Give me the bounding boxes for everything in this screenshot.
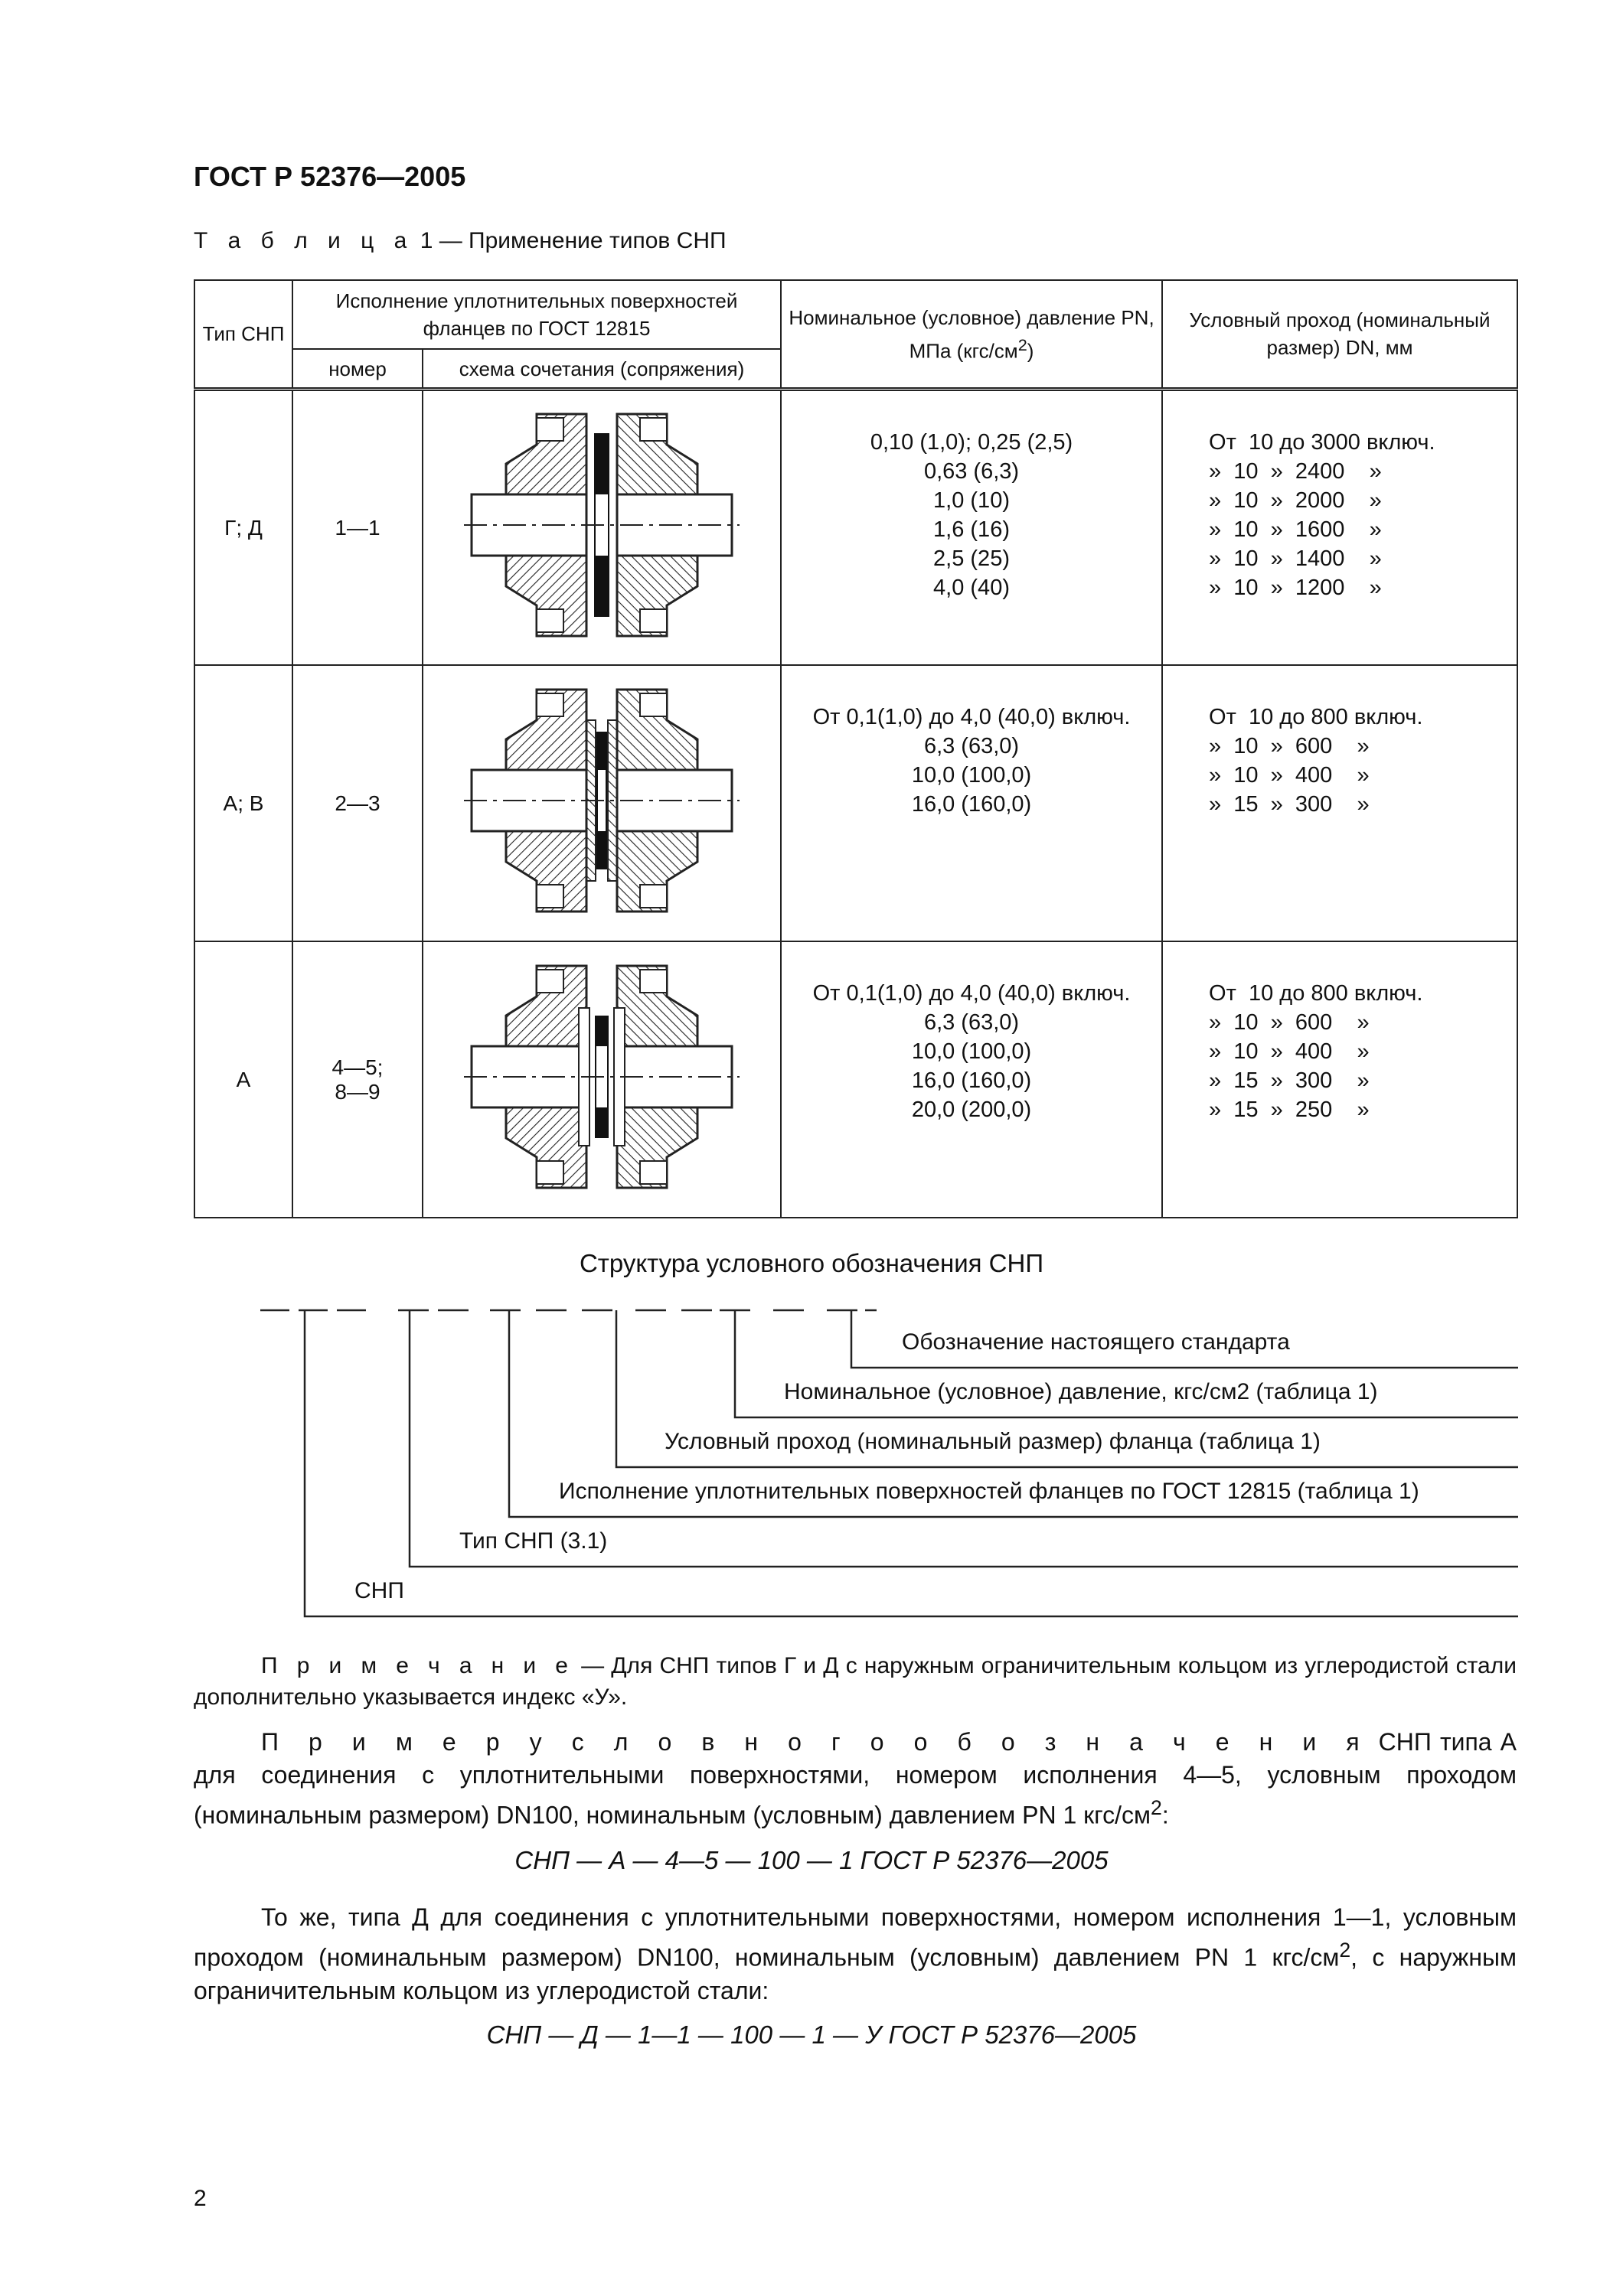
header-number: номер: [292, 349, 423, 389]
note-text: — Для СНП типов Г и Д с наружным ограничительным кольцом из углеродистой стали дополнительно указывается индекс «У».: [194, 1653, 1517, 1710]
pressure-value: От 0,1(1,0) до 4,0 (40,0) включ.: [812, 705, 1131, 730]
pressure-value: 2,5 (25): [933, 546, 1010, 571]
page-number: 2: [194, 2186, 207, 2211]
structure-label-pressure: Номинальное (условное) давление, кгс/см2 (таблица 1): [784, 1379, 1378, 1404]
row-number-line: 4—5;: [331, 1055, 384, 1079]
structure-label-snp: СНП: [354, 1578, 404, 1603]
flange-scheme-3-icon: [423, 941, 781, 1218]
example-formula: СНП — А — 4—5 — 100 — 1 ГОСТ Р 52376—2005: [514, 1846, 1109, 1874]
header-pressure: [781, 280, 1162, 389]
table-row: [194, 941, 1517, 1218]
dn-value: От 10 до 800 включ.: [1209, 981, 1423, 1006]
note-prefix: П р и м е ч а н и е: [261, 1653, 574, 1678]
row-pressures: [781, 665, 1162, 941]
designation-structure-diagram: [0, 1293, 1623, 1630]
structure-title: Структура условного обозначения СНП: [579, 1249, 1044, 1277]
example2-formula: СНП — Д — 1—1 — 100 — 1 — У ГОСТ Р 52376—2005: [486, 2020, 1137, 2049]
example2-end: , с наружным ограничительным кольцом из углеродистой стали:: [194, 1943, 1517, 2004]
pressure-value: 10,0 (100,0): [911, 763, 1032, 788]
pressure-value: 1,0 (10): [933, 488, 1010, 513]
flange-joint-icon: [464, 410, 740, 640]
structure-label-execution: Исполнение уплотнительных поверхностей фланцев по ГОСТ 12815 (таблица 1): [559, 1479, 1419, 1504]
example2-text: То же, типа Д для соединения с уплотнительными поверхностями, номером исполнения 1—1, условным проходом (номинальным размером) DN100, номинальным (условным) давлением PN 1 кгс/см: [194, 1903, 1517, 1971]
table-caption-prefix: Т а б л и ц а: [194, 228, 414, 253]
row-number: [292, 941, 423, 1218]
pressure-value: 1,6 (16): [933, 517, 1010, 542]
table-row: [194, 665, 1517, 941]
example2-sup: 2: [1339, 1939, 1351, 1962]
dn-value: » 10 » 600 »: [1209, 1010, 1370, 1035]
flange-scheme-1-icon: [423, 389, 781, 665]
row-number: 2—3: [292, 665, 423, 941]
example-text: СНП типа А для соединения с уплотнительными поверхностями, номером исполнения 4—5, условным проходом (номинальным размером) DN100, номинальным (условным) давлением PN 1 кгс/см: [194, 1728, 1517, 1829]
pressure-value: 0,10 (1,0); 0,25 (2,5): [870, 429, 1073, 455]
example-prefix: П р и м е р у с л о в н о г о о б о з н а ч е н и я: [261, 1728, 1370, 1756]
structure-label-type: Тип СНП (3.1): [459, 1528, 608, 1554]
row-number: 1—1: [292, 389, 423, 665]
pressure-value: 0,63 (6,3): [923, 458, 1020, 484]
dn-value: » 10 » 2000 »: [1209, 488, 1382, 513]
pressure-value: 6,3 (63,0): [923, 1010, 1020, 1035]
pressure-value: 6,3 (63,0): [923, 734, 1020, 759]
structure-label-dn: Условный проход (номинальный размер) фланца (таблица 1): [665, 1429, 1321, 1454]
row-pressures: [781, 941, 1162, 1218]
dn-value: » 10 » 1400 »: [1209, 546, 1382, 571]
header-execution: Исполнение уплотнительных поверхностей фланцев по ГОСТ 12815: [292, 280, 781, 349]
pressure-value: 20,0 (200,0): [911, 1097, 1032, 1123]
dn-value: » 15 » 250 »: [1209, 1097, 1370, 1123]
application-table: [194, 279, 1518, 1218]
row-type: Г; Д: [194, 389, 292, 665]
dn-value: От 10 до 3000 включ.: [1209, 429, 1435, 455]
row-pressures: [781, 389, 1162, 665]
dn-value: От 10 до 800 включ.: [1209, 705, 1423, 730]
row-dn: [1162, 941, 1517, 1218]
header-scheme: схема сочетания (сопряжения): [423, 349, 781, 389]
table-row: [194, 389, 1517, 665]
flange-scheme-2-icon: [423, 665, 781, 941]
header-pressure-sup: 2: [1017, 334, 1027, 354]
row-type: А; В: [194, 665, 292, 941]
flange-joint-icon: [464, 686, 740, 915]
dn-value: » 10 » 1600 »: [1209, 517, 1382, 542]
dn-value: » 10 » 1200 »: [1209, 575, 1382, 600]
pressure-value: 10,0 (100,0): [911, 1039, 1032, 1065]
header-pressure-text: Номинальное (условное) давление PN, МПа (кгс/см: [789, 305, 1154, 363]
table-caption-text: 1 — Применение типов СНП: [420, 228, 727, 253]
pressure-value: 16,0 (160,0): [911, 792, 1032, 817]
row-dn: [1162, 389, 1517, 665]
dn-value: » 15 » 300 »: [1209, 792, 1370, 817]
dn-value: » 10 » 400 »: [1209, 1039, 1370, 1065]
example2-paragraph: [194, 1901, 1517, 2007]
dn-value: » 15 » 300 »: [1209, 1068, 1370, 1094]
note-paragraph: [194, 1650, 1517, 1713]
example-end: :: [1161, 1801, 1169, 1829]
document-title: ГОСТ Р 52376—2005: [194, 161, 466, 192]
header-pressure-end: ): [1027, 339, 1034, 363]
row-number-line: 8—9: [335, 1079, 380, 1104]
dn-value: » 10 » 2400 »: [1209, 458, 1382, 484]
row-dn: [1162, 665, 1517, 941]
dn-value: » 10 » 600 »: [1209, 734, 1370, 759]
flange-joint-icon: [464, 962, 740, 1192]
structure-label-standard: Обозначение настоящего стандарта: [902, 1329, 1290, 1355]
pressure-value: От 0,1(1,0) до 4,0 (40,0) включ.: [812, 981, 1131, 1006]
row-type: А: [194, 941, 292, 1218]
dn-value: » 10 » 400 »: [1209, 763, 1370, 788]
pressure-value: 16,0 (160,0): [911, 1068, 1032, 1094]
header-type: Тип СНП: [194, 280, 292, 389]
example-sup: 2: [1151, 1796, 1162, 1819]
header-dn: Условный проход (номинальный размер) DN, мм: [1162, 280, 1517, 389]
table-caption: [194, 228, 727, 254]
pressure-value: 4,0 (40): [933, 575, 1010, 600]
example-paragraph: [194, 1726, 1517, 1832]
